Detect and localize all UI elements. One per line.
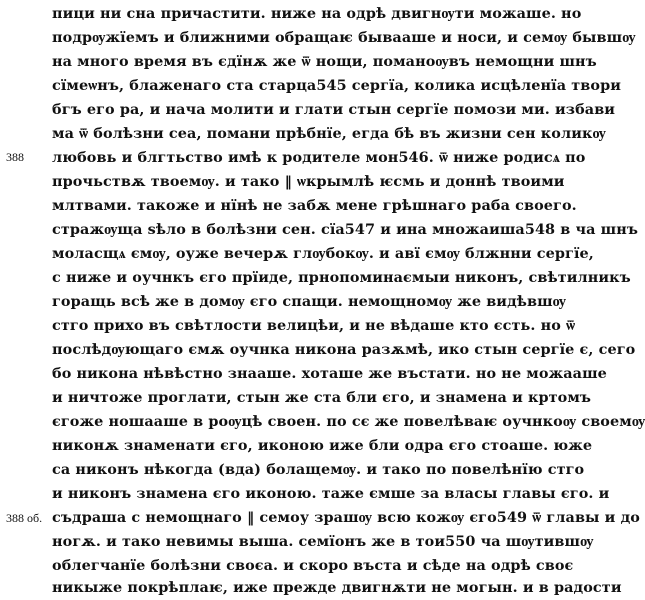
margin-note-388-ob: 388 об. xyxy=(6,511,43,525)
text-line: стго прихо въ свѣтлости велицѣи, и не вѣдаше кто єсть. но ѿ xyxy=(52,317,576,334)
text-line: на много время въ єдїнѫ же ѿ нощи, поманоѹвъ немощни шнъ xyxy=(52,53,597,70)
text-line: млтвами. такоже и нїнѣ не забѫ мене грѣшнаго раба своего. xyxy=(52,197,577,214)
text-line: прочьствѫ твоемѹ. и тако ‖ ѡкрымлѣ ѥсмь и доннѣ твоими xyxy=(52,173,565,190)
text-line: бо никона нѣвѣстно знааше. хоташе же въстати. но не можааше xyxy=(52,365,607,382)
text-line: са никонъ нѣкогда (вда) болащемѹ. и тако по повелѣнїю стго xyxy=(52,461,585,478)
text-line: подрѹжїемъ и ближними обращаѥ бывааше и носи, и семѹ бывшѹ xyxy=(52,29,636,46)
margin-note-388: 388 xyxy=(6,150,24,164)
text-line: никыже покрѣплаѥ, иже прежде двигнѫти не могын. и в радости xyxy=(52,579,622,596)
text-line: и ничтоже проглати, стын же ста бли єго, и знамена и кртомъ xyxy=(52,389,592,406)
text-line: стражѹща ѕѣло в болѣзни сен. сїа547 и ина множаиша548 в ча шнъ xyxy=(52,221,638,238)
text-line: облегчанїе болѣзни своєа. и скоро въста и сѣде на одрѣ своє xyxy=(52,557,574,574)
text-line: любовь и блгтьство имѣ к родителе мон546. ѿ нижe родисѧ по xyxy=(52,149,586,166)
text-line: єгоже ношааше в роѹцѣ своен. по сє же повелѣваѥ оучнкоѹ своемѹ xyxy=(52,413,645,430)
text-line: и никонъ знамена єго иконою. таже ємше за власы главы єго. и xyxy=(52,485,610,502)
text-line: пици ни сна причастити. ниже на одрѣ двигнѹти можаше. но xyxy=(52,5,582,22)
text-line: бгъ его ра, и нача молити и глати стын сергїе помози ми. избави xyxy=(52,101,616,118)
text-line: съдраша с немощнаго ‖ семоу зрашѹ всю кожѹ єго549 ѿ главы и до xyxy=(52,509,640,526)
text-line: никонѫ знаменати єго, иконою иже бли одра єго стоаше. юже xyxy=(52,437,593,454)
text-line: послѣдѹющаго ємѫ оучнка никона разѫмѣ, ико стын сергїе є, сего xyxy=(52,341,636,358)
text-line: моласщѧ ємѹ, оуже вечерѫ глѹбокѹ. и авї ємѹ блжнни сергїе, xyxy=(52,245,594,262)
text-line: ма ѿ болѣзни сеа, помани прѣбнїе, егда бѣ въ жизни сен коликѹ xyxy=(52,125,606,142)
text-line: сїмеѡнъ, блаженаго ста старца545 сергїа, колика исцѣленїа твори xyxy=(52,77,622,94)
text-line: горащь всѣ же в домѹ єго спащи. немощномѹ же видѣвшѹ xyxy=(52,293,566,310)
text-line: ногѫ. и тако невимы выша. семїонъ же в тои550 ча шѹтившѹ xyxy=(52,533,594,550)
text-line: с ниже и оучнкъ єго прїиде, прнопоминаємыи никонъ, свѣтилникъ xyxy=(52,269,631,286)
